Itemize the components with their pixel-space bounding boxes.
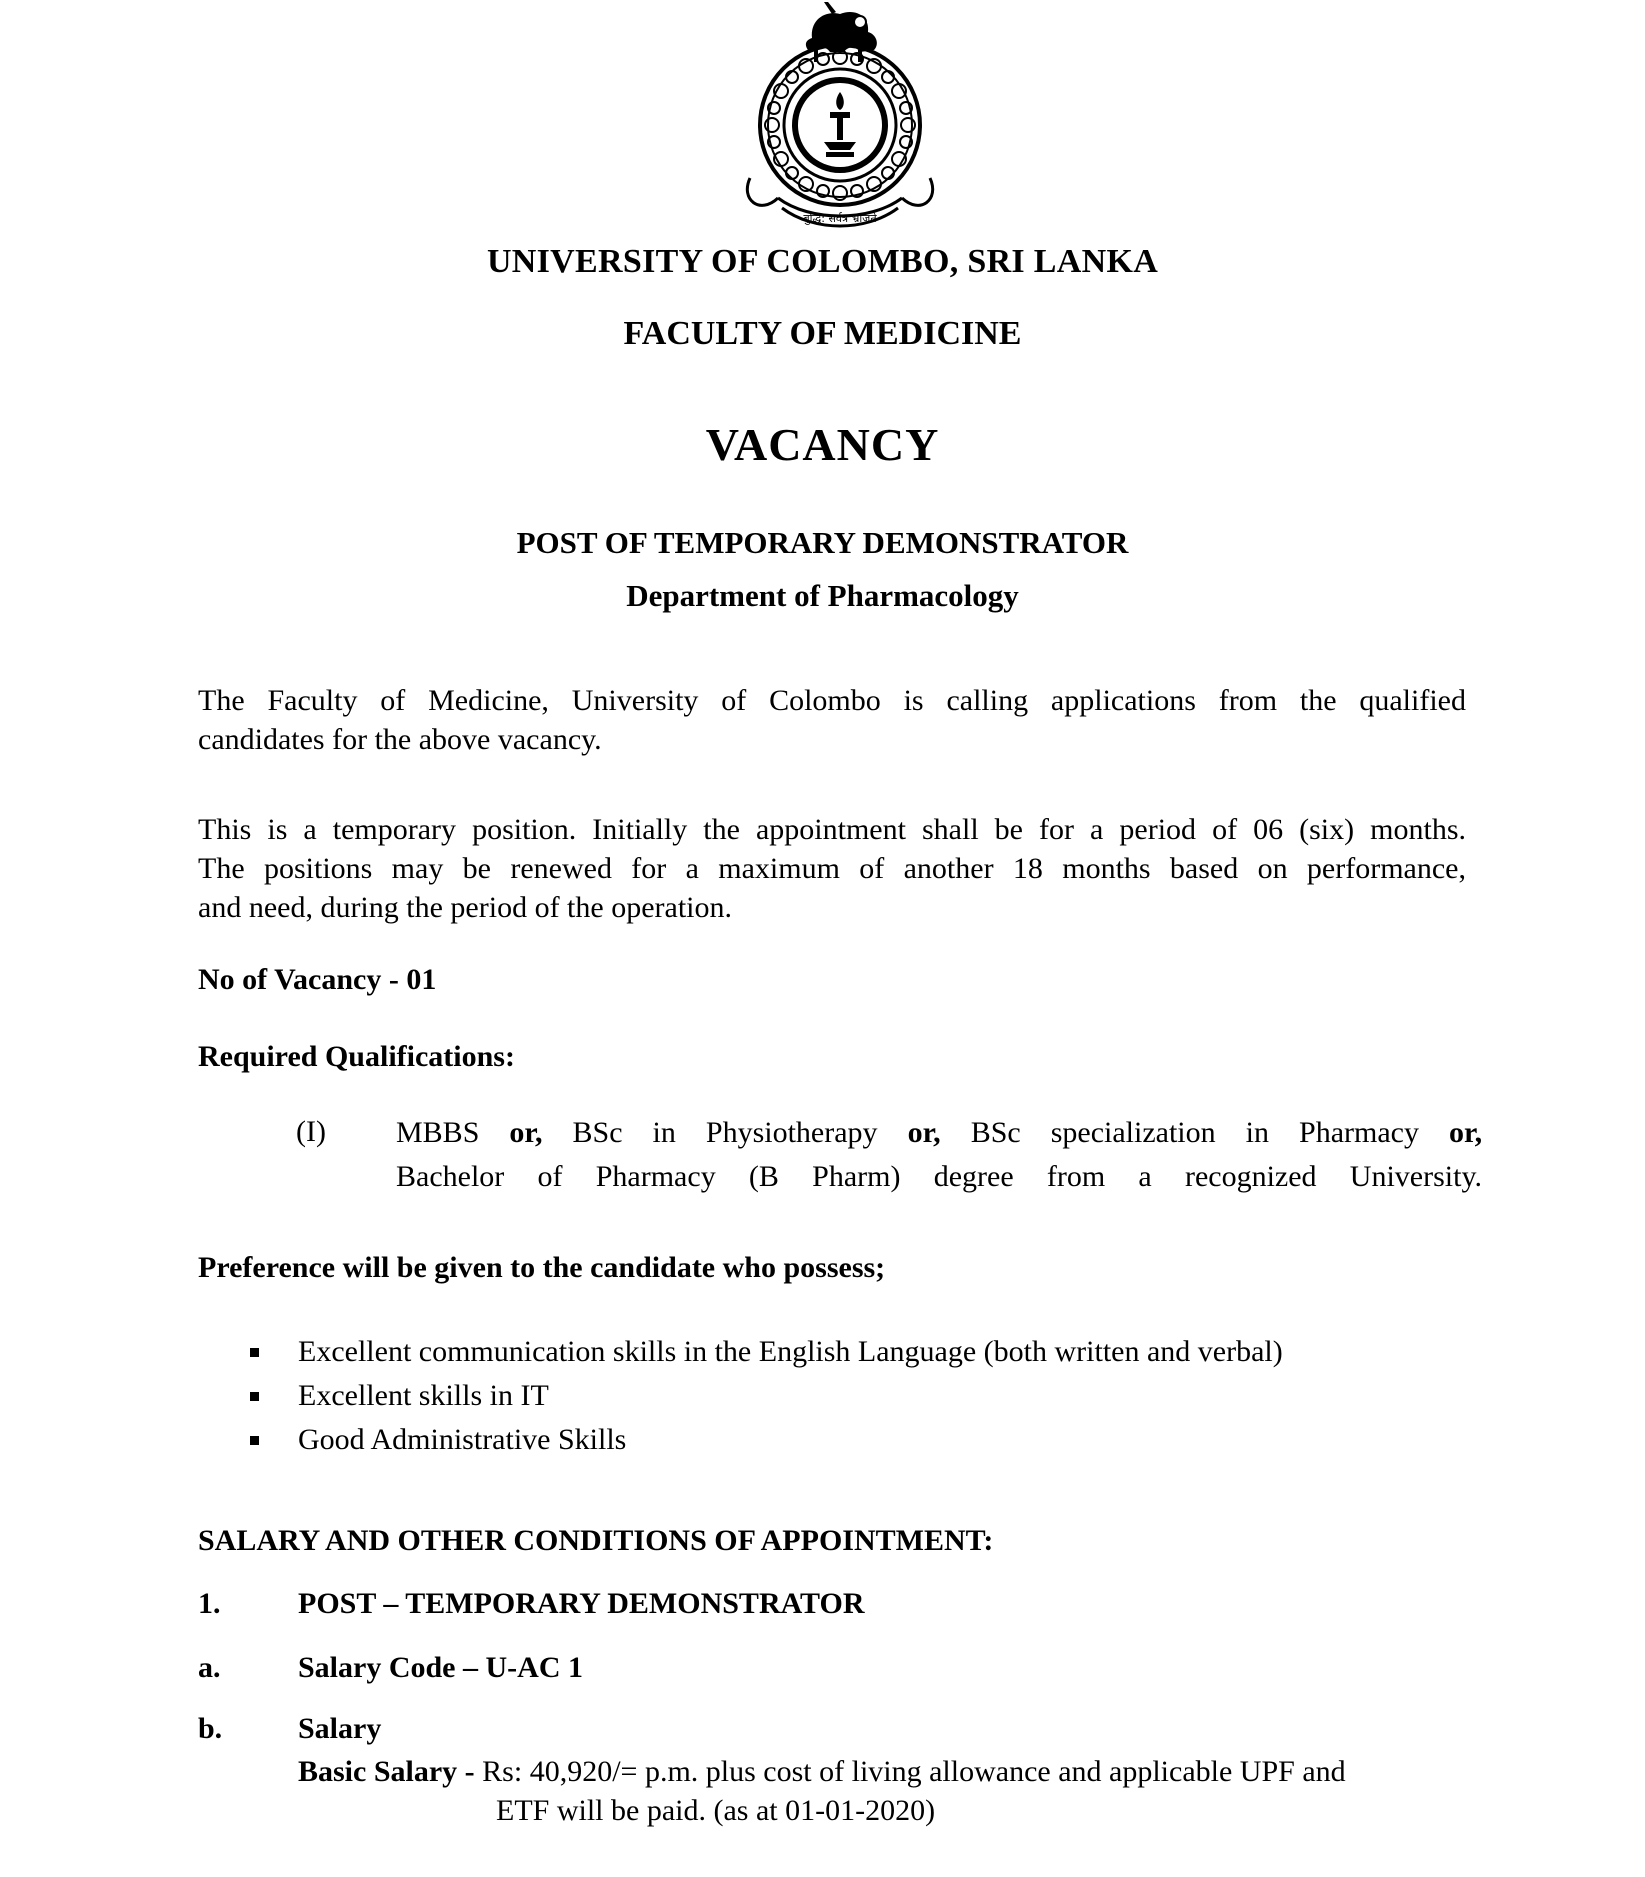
- university-name: UNIVERSITY OF COLOMBO, SRI LANKA: [486, 243, 1159, 280]
- motto-text: बुद्धि: सर्वत्र भ्राजते: [803, 212, 877, 225]
- qualification-physiotherapy: BSc in Physiotherapy: [572, 1116, 878, 1149]
- faculty-name: FACULTY OF MEDICINE: [623, 315, 1022, 352]
- university-crest-logo: [730, 0, 950, 235]
- or-keyword: or,: [1449, 1116, 1483, 1149]
- salary-heading: SALARY AND OTHER CONDITIONS OF APPOINTMENT:: [198, 1524, 994, 1557]
- intro-paragraph: [198, 681, 1466, 759]
- square-bullet-icon: [250, 1436, 259, 1445]
- terms-line-3: and need, during the period of the operation.: [198, 891, 732, 924]
- salary-label: Salary: [298, 1712, 382, 1745]
- square-bullet-icon: [250, 1392, 259, 1401]
- intro-line-2: candidates for the above vacancy.: [198, 723, 602, 756]
- post-title: POST OF TEMPORARY DEMONSTRATOR: [516, 525, 1129, 560]
- post-line: POST – TEMPORARY DEMONSTRATOR: [298, 1587, 865, 1620]
- section-number-a: a.: [198, 1651, 221, 1684]
- qualification-pharmacy: BSc specialization in Pharmacy: [970, 1116, 1419, 1149]
- preference-heading: Preference will be given to the candidate who possess;: [198, 1251, 886, 1284]
- page-title: VACANCY: [705, 419, 940, 470]
- qualification-line-2: Bachelor of Pharmacy (B Pharm) degree from a recognized University.: [396, 1160, 1482, 1193]
- list-item-text: Good Administrative Skills: [298, 1423, 627, 1456]
- section-number-b: b.: [198, 1712, 223, 1745]
- or-keyword: or,: [509, 1116, 543, 1149]
- basic-salary-label: Basic Salary -: [298, 1755, 475, 1788]
- square-bullet-icon: [250, 1348, 259, 1357]
- section-number-1: 1.: [198, 1587, 221, 1620]
- qualification-number: (I): [296, 1115, 326, 1148]
- terms-line-1: This is a temporary position. Initially the appointment shall be for a period of 06 (six) months.: [198, 813, 1466, 846]
- basic-salary-line-2: ETF will be paid. (as at 01-01-2020): [496, 1794, 936, 1827]
- qualification-item: [396, 1111, 1482, 1199]
- department-name: Department of Pharmacology: [626, 578, 1019, 613]
- terms-paragraph: [198, 810, 1466, 927]
- vacancy-count: No of Vacancy - 01: [198, 963, 437, 996]
- salary-code-line: Salary Code – U-AC 1: [298, 1651, 583, 1684]
- list-item-text: Excellent communication skills in the English Language (both written and verbal): [298, 1335, 1283, 1368]
- or-keyword: or,: [907, 1116, 941, 1149]
- qualifications-heading: Required Qualifications:: [198, 1040, 515, 1073]
- qualification-line-1: [396, 1111, 1482, 1155]
- list-item-text: Excellent skills in IT: [298, 1379, 549, 1412]
- basic-salary-text: Rs: 40,920/= p.m. plus cost of living allowance and applicable UPF and: [474, 1755, 1346, 1788]
- qualification-mbbs: MBBS: [396, 1116, 480, 1149]
- basic-salary-line: [298, 1752, 1346, 1791]
- terms-line-2: The positions may be renewed for a maximum of another 18 months based on performance,: [198, 852, 1466, 885]
- intro-line-1: The Faculty of Medicine, University of Colombo is calling applications from the qualified: [198, 684, 1466, 717]
